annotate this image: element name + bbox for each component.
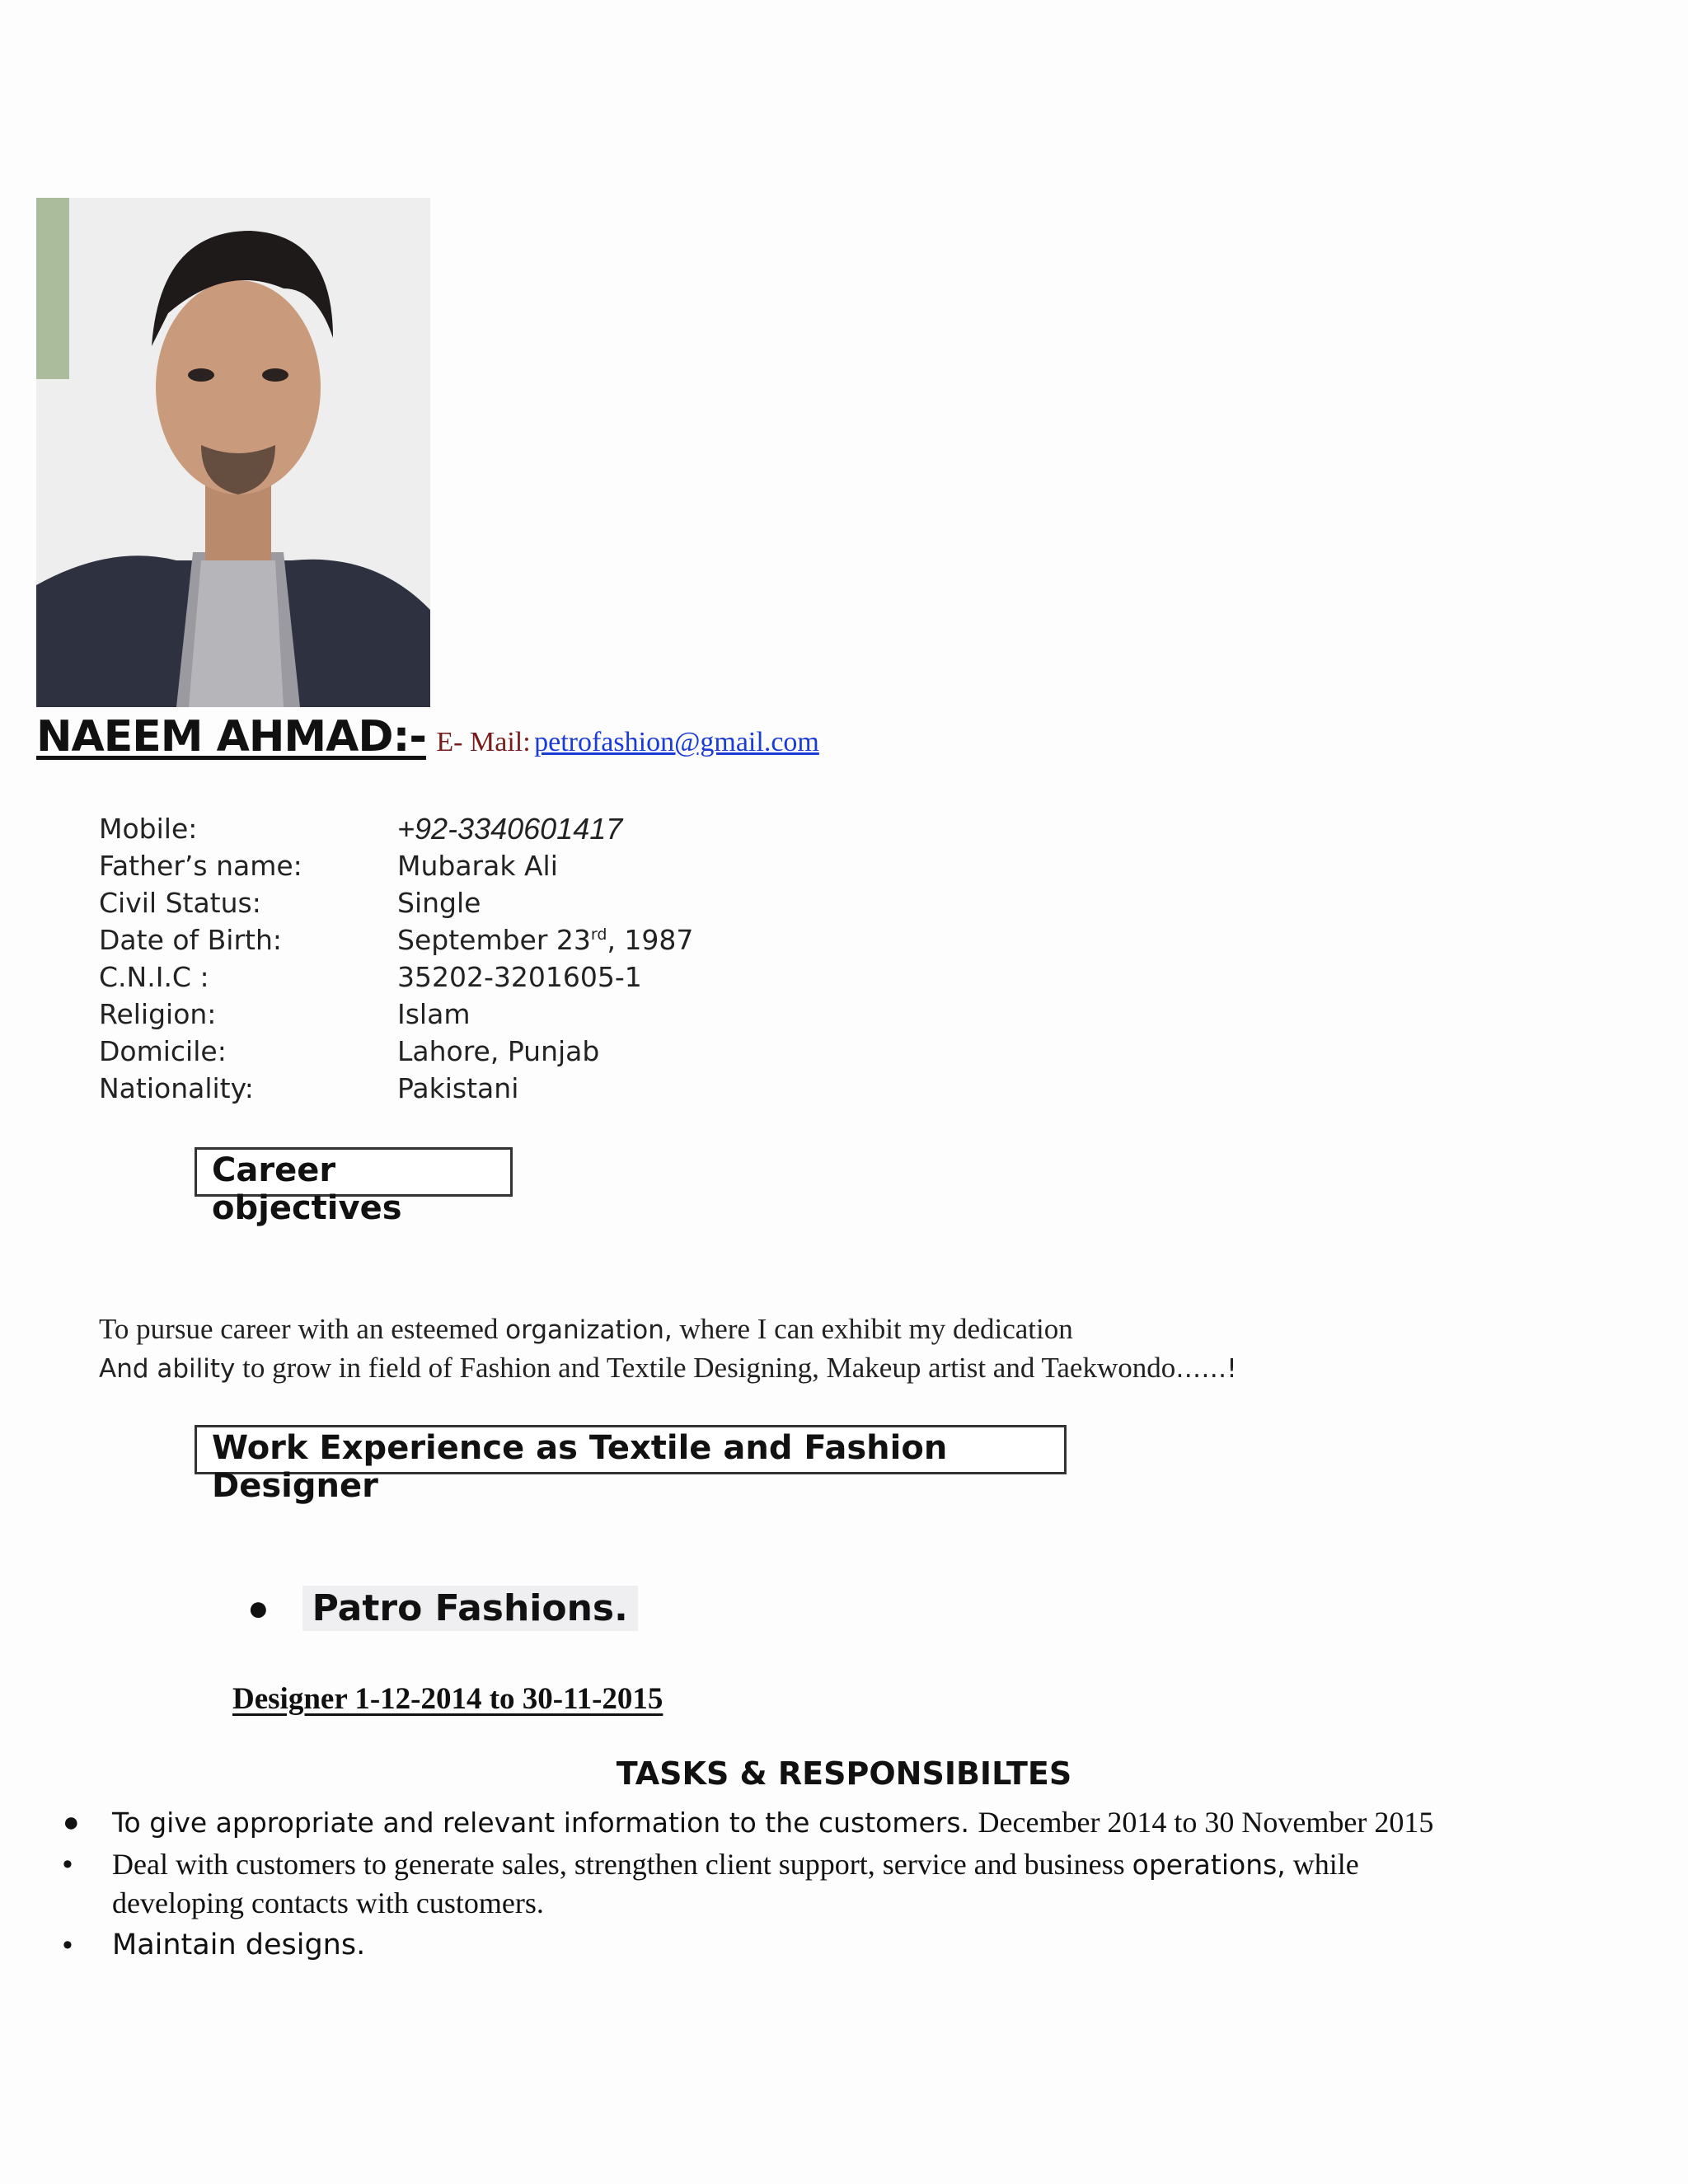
- info-row-mobile: [99, 810, 693, 847]
- task-text: Maintain designs.: [112, 1929, 366, 1961]
- career-objectives-heading: Career objectives: [195, 1147, 513, 1197]
- email-link[interactable]: petrofashion@gmail.com: [534, 727, 819, 757]
- info-key: Domicile:: [99, 1035, 227, 1067]
- task-text: developing contacts with customers.: [112, 1886, 544, 1919]
- info-value: Mubarak Ali: [397, 850, 558, 882]
- dob-main: September 23: [397, 924, 591, 956]
- task-text: To give appropriate and relevant information to the customers.: [112, 1807, 978, 1839]
- info-key: Nationality:: [99, 1072, 254, 1104]
- info-value: [397, 924, 693, 956]
- objective-text: where I can exhibit my dedication: [672, 1313, 1073, 1345]
- career-objective-text: [99, 1310, 1237, 1388]
- list-item: [58, 1803, 1607, 1842]
- designer-period: Designer 1-12-2014 to 30-11-2015: [232, 1682, 663, 1716]
- tasks-list: [58, 1803, 1607, 1967]
- info-value: Lahore, Punjab: [397, 1035, 600, 1067]
- objective-text: And ability: [99, 1354, 236, 1384]
- info-key: Religion:: [99, 998, 217, 1030]
- task-text: December 2014 to 30 November 2015: [978, 1806, 1434, 1839]
- info-row-domicile: [99, 1033, 693, 1070]
- task-text: while: [1285, 1848, 1359, 1881]
- objective-text: organization,: [505, 1315, 673, 1345]
- work-experience-heading: Work Experience as Textile and Fashion Designer: [195, 1425, 1067, 1474]
- bullet-icon: •: [63, 1929, 73, 1961]
- info-key: Date of Birth:: [99, 924, 283, 956]
- applicant-name: NAEEM AHMAD:-: [36, 712, 426, 762]
- list-item: [58, 1926, 1607, 1964]
- bullet-icon: •: [63, 1849, 73, 1880]
- objective-text: to grow in field of Fashion and Textile Designing, Makeup artist and Taekwondo: [235, 1352, 1176, 1384]
- info-row-religion: [99, 996, 693, 1033]
- info-row-nationality: [99, 1070, 693, 1107]
- task-text: [112, 1845, 1359, 1923]
- company-name: Patro Fashions.: [302, 1586, 638, 1631]
- dob-year: , 1987: [607, 924, 694, 956]
- info-value: +92-3340601417: [397, 811, 623, 846]
- list-item: [58, 1845, 1607, 1923]
- name-line: [36, 712, 819, 762]
- info-value: 35202-3201605-1: [397, 961, 642, 993]
- info-key: Father’s name:: [99, 850, 302, 882]
- info-key: C.N.I.C :: [99, 961, 209, 993]
- task-text: [112, 1803, 1433, 1842]
- info-key: Civil Status:: [99, 887, 261, 919]
- company-item: [247, 1586, 638, 1631]
- info-value: Islam: [397, 998, 471, 1030]
- objective-text: ……!: [1175, 1354, 1237, 1384]
- info-row-cnic: [99, 958, 693, 996]
- objective-line-2: [99, 1349, 1237, 1388]
- info-row-father: [99, 847, 693, 884]
- info-value: Single: [397, 887, 481, 919]
- email-label: E- Mail:: [436, 727, 531, 757]
- objective-text: To pursue career with an esteemed: [99, 1313, 506, 1345]
- info-row-civil-status: [99, 884, 693, 921]
- task-text: operations,: [1132, 1849, 1286, 1881]
- info-row-dob: [99, 921, 693, 958]
- profile-photo: [36, 198, 430, 707]
- objective-line-1: [99, 1310, 1237, 1349]
- personal-info: [99, 810, 693, 1107]
- info-key: Mobile:: [99, 813, 198, 845]
- bullet-icon: ●: [247, 1587, 270, 1629]
- info-value: Pakistani: [397, 1072, 519, 1104]
- bullet-icon: ●: [63, 1807, 80, 1838]
- task-text: Deal with customers to generate sales, strengthen client support, service and business: [112, 1848, 1132, 1881]
- dob-suffix: rd: [590, 926, 607, 944]
- tasks-heading: TASKS & RESPONSIBILTES: [616, 1755, 1072, 1792]
